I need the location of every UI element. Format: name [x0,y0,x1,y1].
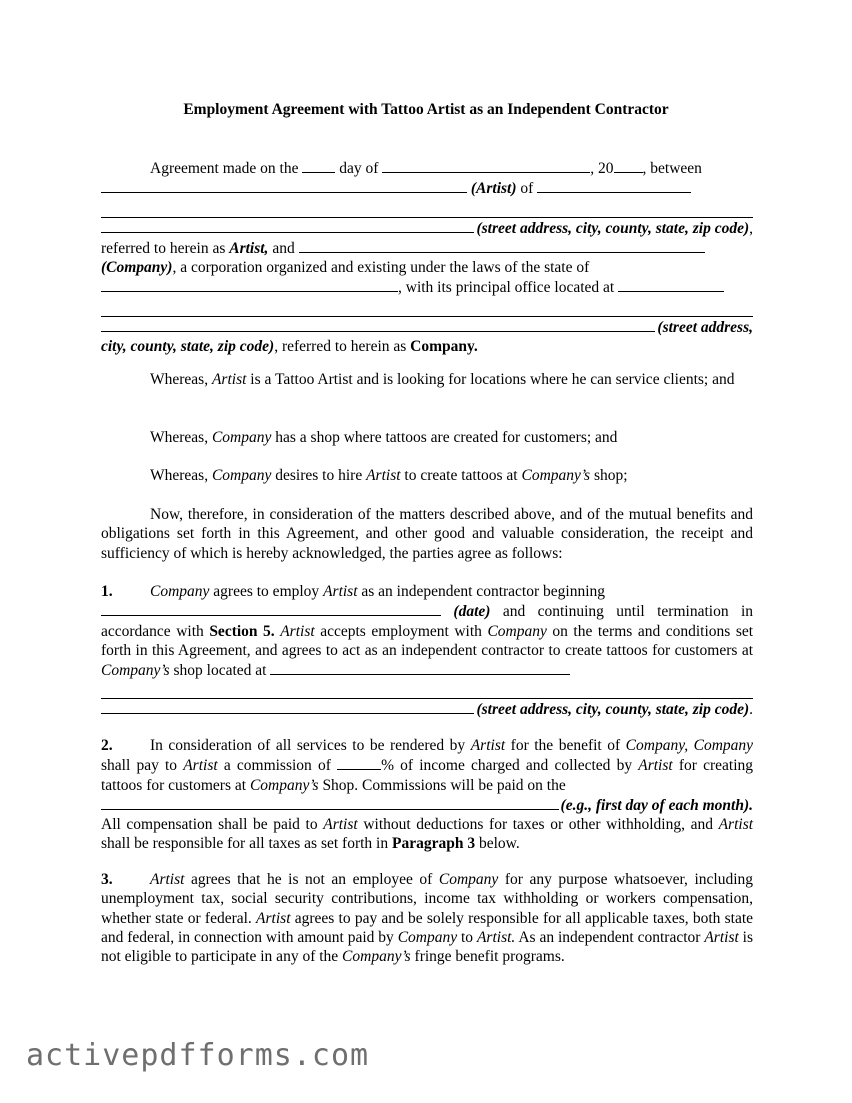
commission-percent-field[interactable] [337,755,381,770]
shop-address-line-1[interactable] [101,680,753,699]
whereas-1: Whereas, Artist is a Tattoo Artist and is looking for locations where he can service clients; and [150,371,735,388]
now-therefore-paragraph: Now, therefore, in consideration of the matters described above, and of the mutual benefits and obligations set forth in this Agreement, and other good and valuable consideration, the receipt and sufficiency of which is hereby acknowledged, the parties agree as follows: [101,506,753,562]
day-field[interactable] [302,158,335,173]
principal-office-field[interactable] [618,277,724,292]
year-field[interactable] [614,158,643,173]
artist-name-field[interactable] [101,178,467,193]
whereas-2: Whereas, Company has a shop where tattoos are created for customers; and [150,429,618,446]
watermark-text: activepdfforms.com [26,1038,370,1073]
company-address-line-2[interactable] [101,317,655,332]
artist-of-field[interactable] [537,178,691,193]
intro-paragraph: Agreement made on the day of , 20 , between (Artist) of (street address, city, county, state, zip code) , referred to herein as Artist, and (Company), a corporation organized and existing under the laws of the state of , with its principal office located at (street address, city, county, state, zip code), referred to herein as Company. [101,160,753,356]
company-state-field[interactable] [101,277,398,292]
whereas-3: Whereas, Company desires to hire Artist to create tattoos at Company’s shop; [150,467,628,484]
artist-address-line-2[interactable] [101,218,474,233]
month-field[interactable] [382,158,590,173]
section-1: 1. Company agrees to employ Artist as an independent contractor beginning (date) and continuing until termination in accordance with Section 5. Artist accepts employment with Company on the terms and conditions set forth in this Agreement, and agrees to act as an independent contractor to create tattoos for customers at Company’s shop located at (street address, city, county, state, zip code) . [101,583,754,719]
document-title: Employment Agreement with Tattoo Artist as an Independent Contractor [183,101,669,118]
company-address-line-1[interactable] [101,298,753,317]
shop-location-field[interactable] [270,660,570,675]
section-2: 2. In consideration of all services to be rendered by Artist for the benefit of Company, Company shall pay to Artist a commission of % of income charged and collected by Artist for creating tattoos for customers at Company’s Shop. Commissions will be paid on the (e.g., first day of each month). All compensation shall be paid to Artist without deductions for taxes or other withholding, and Artist shall be responsible for all taxes as set forth in Paragraph 3 below. [101,737,754,853]
artist-address-line-1[interactable] [101,199,753,218]
payment-schedule-field[interactable] [101,795,559,810]
start-date-field[interactable] [101,601,441,616]
shop-address-line-2[interactable] [101,699,474,714]
company-name-field[interactable] [299,238,705,253]
section-3: 3. Artist agrees that he is not an employee of Company for any purpose whatsoever, including unemployment tax, social security contributions, income tax withholding or workers compensation, whether state or federal. Artist agrees to pay and be solely responsible for all applicable taxes, both state and federal, in connection with amount paid by Company to Artist. As an independent contractor Artist is not eligible to participate in any of the Company’s fringe benefit programs. [101,871,754,966]
